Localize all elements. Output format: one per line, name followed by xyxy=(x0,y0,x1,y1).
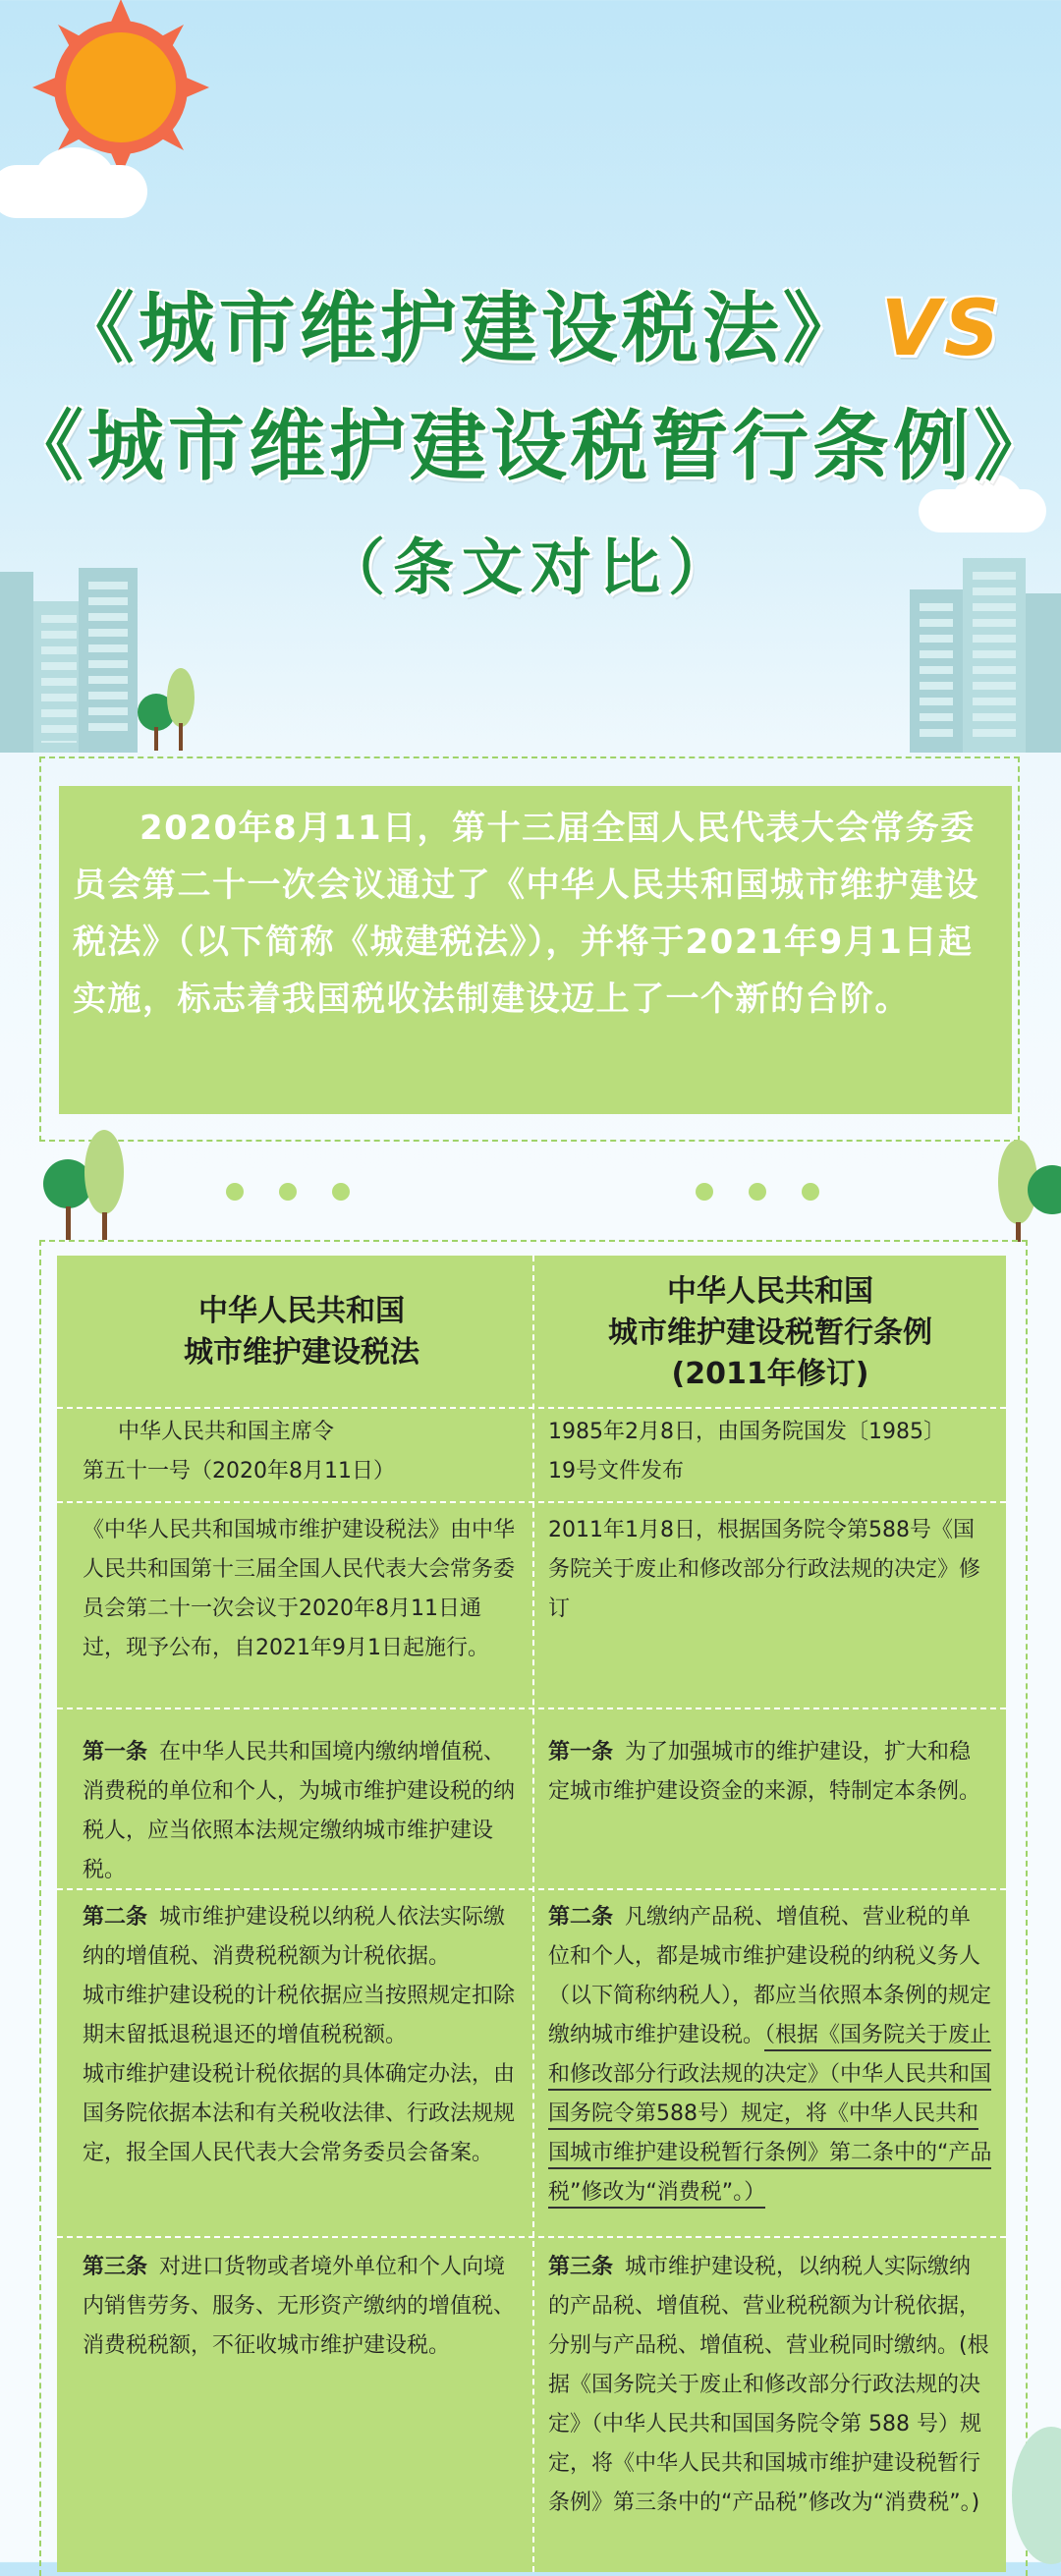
row-divider xyxy=(57,1407,1006,1409)
column-divider xyxy=(532,1256,534,2572)
article-label: 第二条 xyxy=(83,1905,148,1930)
tree-trunk xyxy=(179,723,183,751)
article-text: 为了加强城市的维护建设，扩大和稳定城市维护建设资金的来源，特制定本条例。 xyxy=(548,1740,981,1804)
article-text: 城市维护建设税，以纳税人实际缴纳的产品税、增值税、营业税税额为计税依据，分别与产品税、增值税、营业税同时缴纳。(根据《国务院关于废止和修改部分行政法规的决定》（中华人民共和国国务院令第 588 号）规定，将《中华人民共和国城市维护建设税暂行条例》第三条中的“产品税”修改为“消费税”。) xyxy=(548,2255,989,2515)
page-title xyxy=(0,267,1061,377)
article-label: 第三条 xyxy=(83,2255,148,2279)
dot xyxy=(749,1183,766,1201)
row-divider xyxy=(57,1501,1006,1503)
tree-trunk xyxy=(66,1206,71,1240)
tree-icon xyxy=(84,1130,124,1214)
left-column-header xyxy=(83,1291,521,1373)
right-header-line-2: 城市维护建设税暂行条例 xyxy=(608,1316,932,1350)
row4-left xyxy=(83,1898,521,2173)
right-header-line-3: (2011年修订) xyxy=(671,1357,869,1391)
article-label: 第二条 xyxy=(548,1905,614,1930)
row1-right-line-2: 19号文件发布 xyxy=(548,1459,684,1484)
amendment-note: （根据《国务院关于废止和修改部分行政法规的决定》（中华人民共和国国务院令第588号）规定，将《中华人民共和国城市维护建设税暂行条例》第二条中的“产品税”修改为“消费税”。） xyxy=(548,2023,991,2209)
row1-left xyxy=(83,1413,521,1491)
cloud-left-puff xyxy=(35,147,114,206)
article-text: 城市维护建设税计税依据的具体确定办法，由国务院依据本法和有关税收法律、行政法规规定，报全国人民代表大会常务委员会备案。 xyxy=(83,2062,516,2165)
row3-right xyxy=(548,1733,992,1812)
dot xyxy=(332,1183,350,1201)
dot xyxy=(279,1183,297,1201)
article-text: 在中华人民共和国境内缴纳增值税、消费税的单位和个人，为城市维护建设税的纳税人，应当依照本法规定缴纳城市维护建设税。 xyxy=(83,1740,516,1882)
page-title-2: 《城市维护建设税暂行条例》 xyxy=(6,403,1054,491)
comparison-table xyxy=(57,1256,1006,2572)
window xyxy=(920,603,953,745)
page-subtitle: （条文对比） xyxy=(323,532,737,603)
right-column-header xyxy=(548,1271,992,1395)
row1-right xyxy=(548,1413,992,1491)
dot xyxy=(802,1183,819,1201)
article-label: 第一条 xyxy=(83,1740,148,1764)
tree-trunk xyxy=(1016,1222,1021,1242)
row4-right xyxy=(548,1898,992,2212)
tree-trunk xyxy=(154,727,158,751)
article-label: 第三条 xyxy=(548,2255,614,2279)
right-header-line-1: 中华人民共和国 xyxy=(667,1274,873,1309)
left-header-line-1: 中华人民共和国 xyxy=(198,1294,405,1328)
window xyxy=(41,615,77,743)
row2-left: 《中华人民共和国城市维护建设税法》由中华人民共和国第十三届全国人民代表大会常务委员会第二十一次会议于2020年8月11日通过，现予公布，自2021年9月1日起施行。 xyxy=(83,1518,516,1660)
tree-icon xyxy=(167,668,195,727)
article-label: 第一条 xyxy=(548,1740,614,1764)
article-text: 凡缴纳产品税、增值税、营业税的单位和个人，都是城市维护建设税的纳税义务人（以下简称纳税人），都应当依照本条例的规定缴纳城市维护建设税。 xyxy=(548,1905,992,2047)
building-left-1 xyxy=(0,572,33,753)
row5-right xyxy=(548,2248,992,2523)
left-header-line-2: 城市维护建设税法 xyxy=(184,1335,419,1370)
row5-left xyxy=(83,2248,521,2366)
article-text: 对进口货物或者境外单位和个人向境内销售劳务、服务、无形资产缴纳的增值税、消费税税额，不征收城市维护建设税。 xyxy=(83,2255,516,2358)
row-divider xyxy=(57,1708,1006,1709)
row-divider xyxy=(57,2236,1006,2238)
intro-text: 2020年8月11日，第十三届全国人民代表大会常务委员会第二十一次会议通过了《中华人民共和国城市维护建设税法》（以下简称《城建税法》），并将于2021年9月1日起实施，标志着我国税收法制建设迈上了一个新的台阶。 xyxy=(59,786,1012,1114)
row1-left-line-2: 第五十一号（2020年8月11日） xyxy=(83,1459,395,1484)
title-line-1: 《城市维护建设税法》 xyxy=(57,285,864,373)
article-text: 城市维护建设税以纳税人依法实际缴纳的增值税、消费税税额为计税依据。 xyxy=(83,1905,506,1969)
row2-right: 2011年1月8日，根据国务院令第588号《国务院关于废止和修改部分行政法规的决定》修订 xyxy=(548,1518,981,1621)
vs-label: VS xyxy=(880,285,1004,373)
row1-left-line-1: 中华人民共和国主席令 xyxy=(118,1420,335,1444)
dot xyxy=(696,1183,713,1201)
window xyxy=(88,582,128,739)
window xyxy=(973,572,1016,745)
row3-left xyxy=(83,1733,521,1890)
building-right-3 xyxy=(1026,593,1061,753)
row1-right-line-1: 1985年2月8日，由国务院国发〔1985〕 xyxy=(548,1420,945,1444)
tree-trunk xyxy=(102,1212,107,1240)
dot xyxy=(226,1183,244,1201)
article-text: 城市维护建设税的计税依据应当按照规定扣除期末留抵退税退还的增值税税额。 xyxy=(83,1984,516,2047)
